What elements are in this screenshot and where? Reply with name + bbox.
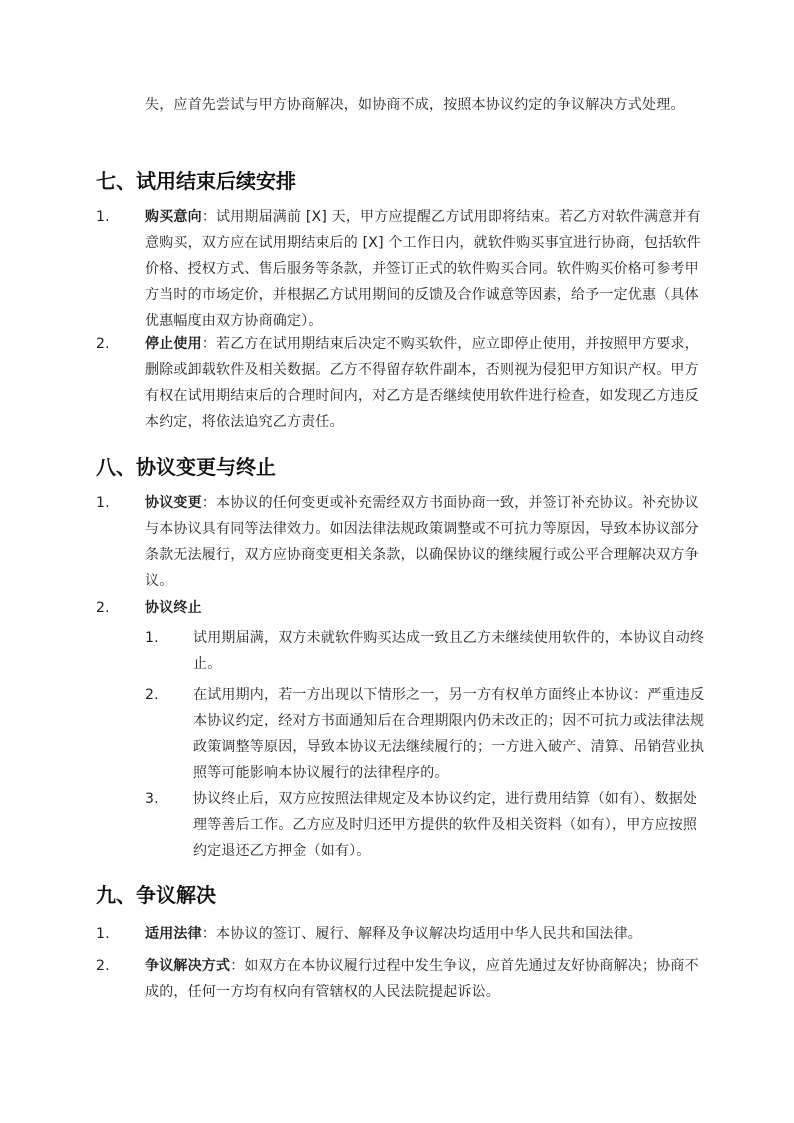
sub-list-number: 3. xyxy=(145,791,159,807)
list-item-body xyxy=(145,490,707,594)
intro-paragraph: 失，应首先尝试与甲方协商解决，如协商不成，按照本协议约定的争议解决方式处理。 xyxy=(145,97,685,113)
list-item-body xyxy=(145,331,707,435)
item-text: ：本协议的签订、履行、解释及争议解决均适用中华人民共和国法律。 xyxy=(201,926,643,942)
item-label: 协议终止 xyxy=(145,600,202,616)
list-number: 1. xyxy=(96,209,110,225)
sub-item-text: 协议终止后，双方应按照法律规定及本协议约定，进行费用结算（如有）、数据处理等善后工作。乙方应及时归还甲方提供的软件及相关资料（如有），甲方应按照约定退还乙方押金（如有）。 xyxy=(193,791,698,859)
list-item-body xyxy=(145,921,707,947)
list-item-body xyxy=(145,204,707,334)
section-7-title: 七、试用结束后续安排 xyxy=(96,169,296,193)
item-text: ：如双方在本协议履行过程中发生争议，应首先通过友好协商解决；协商不成的，任何一方均有权向有管辖权的人民法院提起诉讼。 xyxy=(145,958,699,1000)
section-8-title: 八、协议变更与终止 xyxy=(96,455,276,479)
item-label: 适用法律 xyxy=(145,926,202,942)
item-text: ：试用期届满前 [X] 天，甲方应提醒乙方试用即将结束。若乙方对软件满意并有意购买，双方应在试用期结束后的 [X] 个工作日内，就软件购买事宜进行协商，包括软件价格、授权方式、售后服务等条款，并签订正式的软件购买合同。软件购买价格可参考甲方当时的市场定价，并根据乙方试用期间的反馈及合作诚意等因素，给予一定优惠（具体优惠幅度由双方协商确定）。 xyxy=(145,209,701,329)
list-number: 2. xyxy=(96,958,110,974)
list-item-body xyxy=(145,953,707,1005)
list-number: 1. xyxy=(96,926,110,942)
item-label: 争议解决方式 xyxy=(145,958,231,974)
list-number: 1. xyxy=(96,495,110,511)
sub-item-text: 在试用期内，若一方出现以下情形之一，另一方有权单方面终止本协议：严重违反本协议约定，经对方书面通知后在合理期限内仍未改正的；因不可抗力或法律法规政策调整等原因，导致本协议无法继续履行的；一方进入破产、清算、吊销营业执照等可能影响本协议履行的法律程序的。 xyxy=(193,687,705,781)
list-item-body xyxy=(145,595,707,621)
sub-list-number: 2. xyxy=(145,687,159,703)
item-text: ：若乙方在试用期结束后决定不购买软件，应立即停止使用，并按照甲方要求，删除或卸载软件及相关数据。乙方不得留存软件副本，否则视为侵犯甲方知识产权。甲方有权在试用期结束后的合理时间内，对乙方是否继续使用软件进行检查，如发现乙方违反本约定，将依法追究乙方责任。 xyxy=(145,336,699,430)
item-label: 购买意向 xyxy=(145,209,202,225)
item-text: ：本协议的任何变更或补充需经双方书面协商一致，并签订补充协议。补充协议与本协议具有同等法律效力。如因法律法规政策调整或不可抗力等原因，导致本协议部分条款无法履行，双方应协商变更相关条款，以确保协议的继续履行或公平合理解决双方争议。 xyxy=(145,495,699,589)
section-9-title: 九、争议解决 xyxy=(96,883,216,907)
item-label: 停止使用 xyxy=(145,336,202,352)
sub-item-text: 试用期届满，双方未就软件购买达成一致且乙方未继续使用软件的，本协议自动终止。 xyxy=(193,630,705,672)
sub-list-number: 1. xyxy=(145,630,159,646)
list-number: 2. xyxy=(96,600,110,616)
list-number: 2. xyxy=(96,336,110,352)
item-label: 协议变更 xyxy=(145,495,202,511)
